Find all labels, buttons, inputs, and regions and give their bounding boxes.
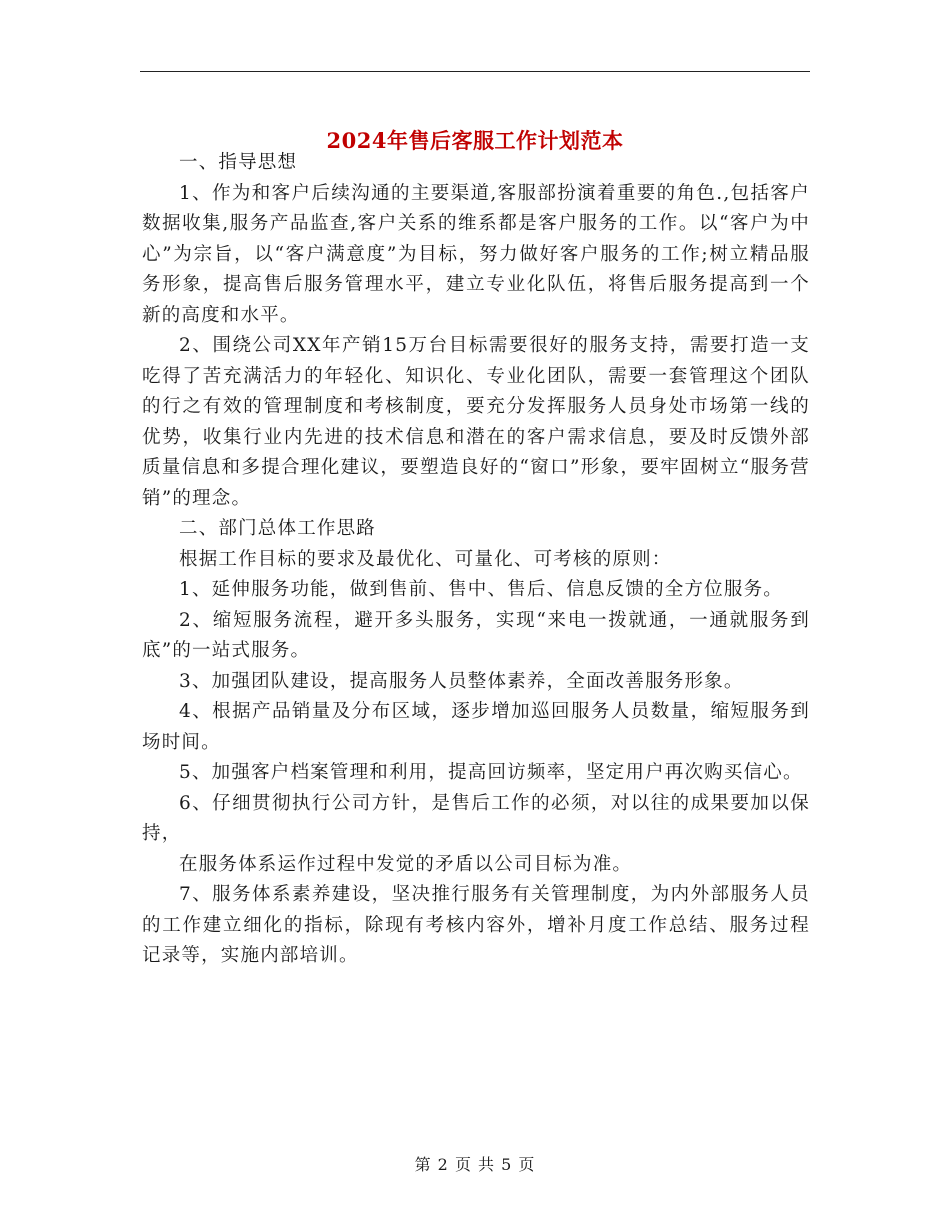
- section-heading-2: 二、部门总体工作思路: [179, 518, 377, 539]
- list-item-7: 7、服务体系素养建设，坚决推行服务有关管理制度，为内外部服务人员的工作建立细化的指标，除现有考核内容外，增补月度工作总结、服务过程记录等，实施内部培训。: [142, 884, 810, 966]
- document-body: [142, 148, 810, 972]
- page-number-footer: 第 2 页 共 5 页: [414, 1155, 536, 1174]
- list-item-4: 4、根据产品销量及分布区域，逐步增加巡回服务人员数量，缩短服务到场时间。: [142, 701, 810, 753]
- list-item-2: 2、缩短服务流程，避开多头服务，实现“来电一拨就通，一通就服务到底”的一站式服务。: [142, 609, 810, 661]
- paragraph-principle: 根据工作目标的要求及最优化、可量化、可考核的原则：: [179, 548, 672, 570]
- list-item-6-continued: 在服务体系运作过程中发觉的矛盾以公司目标为准。: [179, 853, 633, 875]
- header-rule: [140, 71, 810, 72]
- paragraph-1: 1、作为和客户后续沟通的主要渠道,客服部扮演着重要的角色.,包括客户数据收集,服务产品监查,客户关系的维系都是客户服务的工作。以“客户为中心”为宗旨，以“客户满意度”为目标，努力做好客户服务的工作;树立精品服务形象，提高售后服务管理水平，建立专业化队伍，将售后服务提高到一个新的高度和水平。: [142, 182, 810, 326]
- document-title: 2024年售后客服工作计划范本: [326, 128, 624, 154]
- list-item-5: 5、加强客户档案管理和利用，提高回访频率，坚定用户再次购买信心。: [179, 762, 803, 783]
- paragraph-2: 2、围绕公司XX年产销15万台目标需要很好的服务支持，需要打造一支吃得了苦充满活力的年轻化、知识化、专业化团队，需要一套管理这个团队的行之有效的管理制度和考核制度，要充分发挥服务人员身处市场第一线的优势，收集行业内先进的技术信息和潜在的客户需求信息，要及时反馈外部质量信息和多提合理化建议，要塑造良好的“窗口”形象，要牢固树立“服务营销”的理念。: [142, 335, 810, 509]
- list-item-1: 1、延伸服务功能，做到售前、售中、售后、信息反馈的全方位服务。: [179, 579, 783, 600]
- list-item-3: 3、加强团队建设，提高服务人员整体素养，全面改善服务形象。: [179, 670, 744, 692]
- list-item-6: 6、仔细贯彻执行公司方针，是售后工作的必须，对以往的成果要加以保持，: [142, 792, 810, 844]
- section-heading-1: 一、指导思想: [179, 152, 298, 173]
